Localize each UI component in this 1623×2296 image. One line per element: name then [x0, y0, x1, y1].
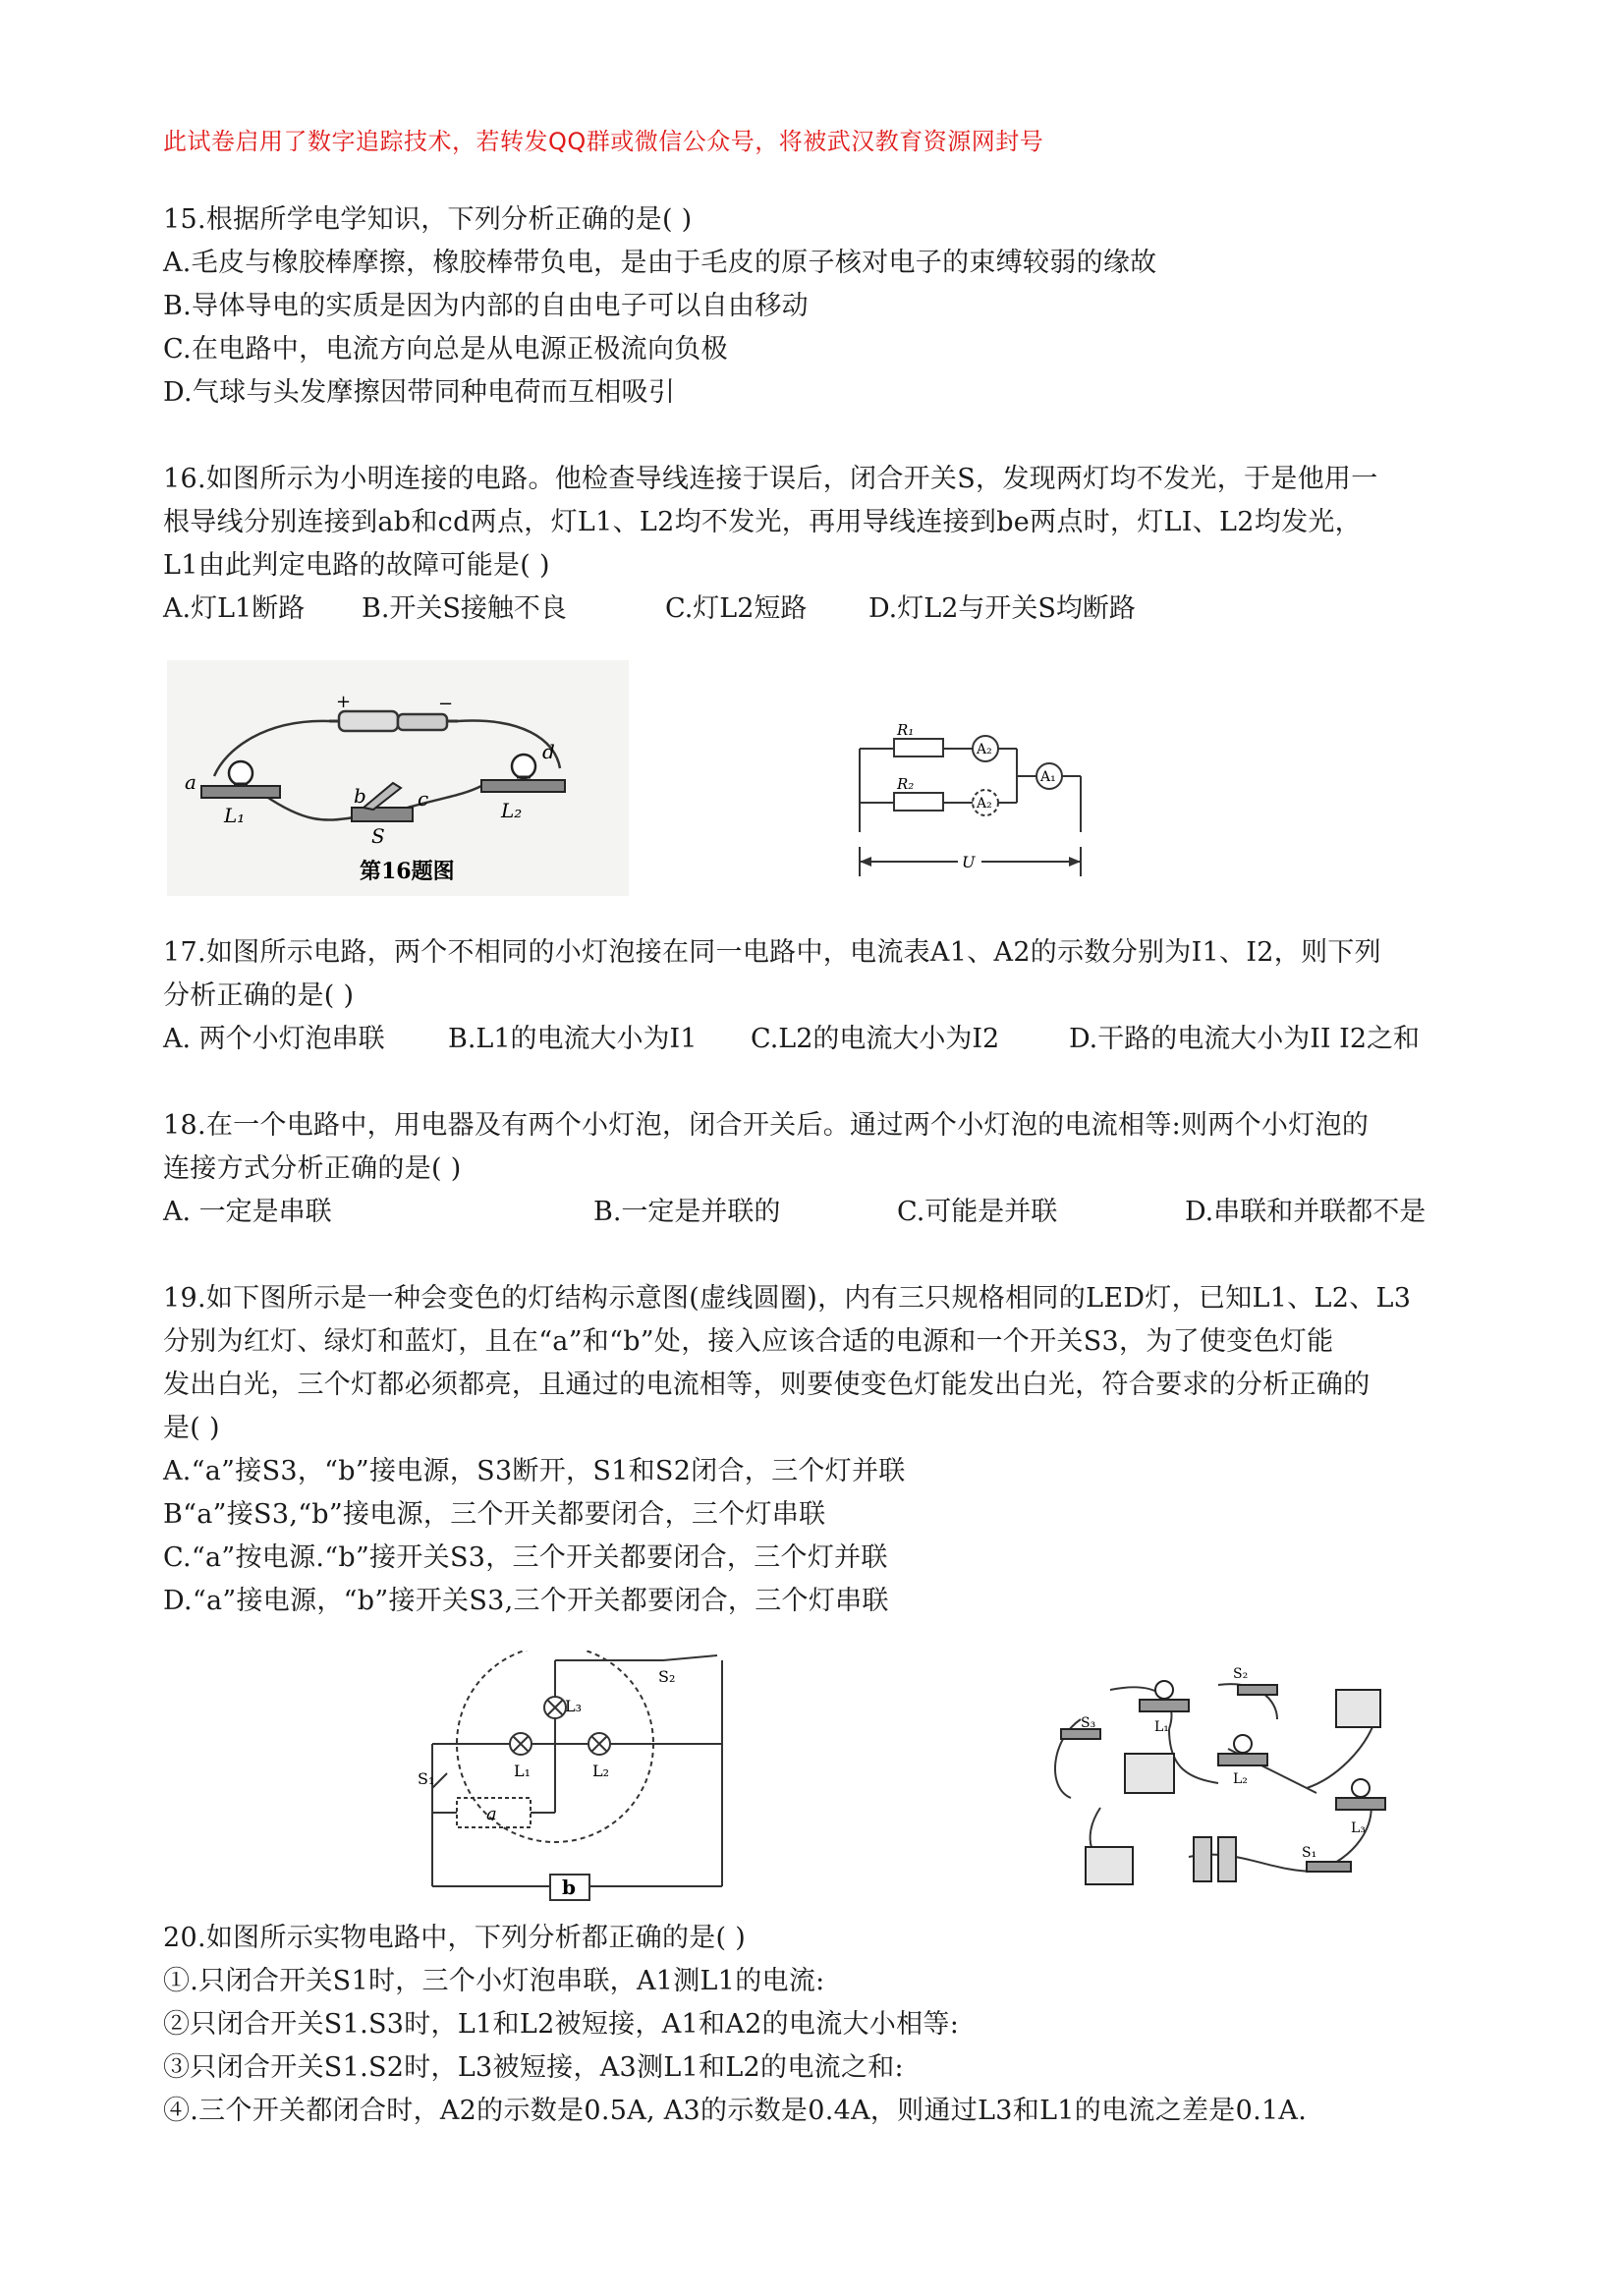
switch-s2-icon: [1238, 1685, 1277, 1695]
switch-s1-icon: [1307, 1862, 1351, 1872]
question-17-stem-line-2: 分析正确的是( ): [163, 980, 355, 1011]
point-b-label: b: [562, 1876, 576, 1899]
question-20-item-2: ②只闭合开关S1.S3时，L1和L2被短接，A1和A2的电流大小相等:: [163, 2009, 960, 2040]
question-16-stem-line-3: L1由此判定电路的故障可能是( ): [163, 550, 550, 581]
question-19-option-b: B“a”接S3,“b”接电源，三个开关都要闭合，三个灯串联: [163, 1499, 826, 1530]
point-d-label: d: [542, 740, 555, 763]
question-18-option-d: D.串联和并联都不是: [1185, 1197, 1427, 1227]
ammeter-icon: [1125, 1754, 1174, 1793]
question-16-option-b: B.开关S接触不良: [362, 593, 567, 624]
ammeter-a2-dashed-label: A₂: [977, 796, 992, 812]
point-a-label: a: [185, 770, 196, 794]
question-18-option-b: B.一定是并联的: [593, 1197, 781, 1227]
battery-plus-label: +: [336, 692, 352, 712]
r2-label: R₂: [897, 775, 915, 793]
switch-s1-label: S₁: [418, 1769, 435, 1788]
l1-label: L₁: [1154, 1719, 1169, 1735]
question-17-stem-line-1: 17.如图所示电路，两个不相同的小灯泡接在同一电路中，电流表A1、A2的示数分别为I1、I2，则下列: [163, 937, 1381, 968]
figure-20-physical-circuit: [1041, 1660, 1410, 1911]
ammeter-a2-label: A₂: [977, 742, 992, 757]
s1-label: S₁: [1302, 1845, 1317, 1861]
point-c-label: c: [418, 787, 429, 811]
watermark-notice: 此试卷启用了数字追踪技术，若转发QQ群或微信公众号，将被武汉教育资源网封号: [163, 128, 1044, 155]
lamp-l2-icon: [1218, 1735, 1267, 1765]
voltage-u-label: U: [962, 853, 976, 871]
question-20-stem: 20.如图所示实物电路中，下列分析都正确的是( ): [163, 1923, 747, 1953]
question-20-item-4: ④.三个开关都闭合时，A2的示数是0.5A, A3的示数是0.4A，则通过L3和L1的电流之差是0.1A.: [163, 2096, 1308, 2126]
question-17-option-b: B.L1的电流大小为I1: [448, 1024, 698, 1054]
l1-label: L₁: [224, 804, 246, 827]
l1-label: L₁: [514, 1762, 532, 1780]
question-20-item-3: ③只闭合开关S1.S2时，L3被短接，A3测L1和L2的电流之和:: [163, 2052, 904, 2083]
question-18-stem-line-1: 18.在一个电路中，用电器及有两个小灯泡，闭合开关后。通过两个小灯泡的电流相等:则两个小灯泡的: [163, 1110, 1370, 1141]
ammeter-icon: [1336, 1690, 1380, 1727]
question-16-option-a: A.灯L1断路: [163, 593, 306, 624]
question-15-option-b: B.导体导电的实质是因为内部的自由电子可以自由移动: [163, 291, 809, 321]
switch-s2-label: S₂: [658, 1667, 676, 1686]
switch-s-label: S: [371, 824, 385, 848]
l3-label: L₃: [565, 1697, 583, 1715]
question-18-stem-line-2: 连接方式分析正确的是( ): [163, 1153, 462, 1184]
question-19-option-d: D.“a”接电源，“b”接开关S3,三个开关都要闭合，三个灯串联: [163, 1586, 889, 1616]
s3-label: S₃: [1081, 1715, 1096, 1731]
figure-16-circuit-photo: [167, 660, 629, 896]
question-19-option-c: C.“a”按电源.“b”接开关S3，三个开关都要闭合，三个灯并联: [163, 1542, 888, 1573]
question-19-option-a: A.“a”接S3，“b”接电源，S3断开，S1和S2闭合，三个灯并联: [163, 1456, 906, 1486]
question-19-stem-line-1: 19.如下图所示是一种会变色的灯结构示意图(虚线圆圈)，内有三只规格相同的LED灯，已知L1、L2、L3: [163, 1283, 1412, 1314]
l2-label: L₂: [501, 799, 523, 822]
question-17-option-c: C.L2的电流大小为I2: [751, 1024, 1000, 1054]
battery-icon: [1194, 1837, 1236, 1881]
question-15-stem: 15.根据所学电学知识，下列分析正确的是( ): [163, 204, 693, 235]
question-16-stem-line-1: 16.如图所示为小明连接的电路。他检查导线连接于误后，闭合开关S，发现两灯均不发光，于是他用一: [163, 464, 1378, 494]
question-17-option-d: D.干路的电流大小为II I2之和: [1069, 1024, 1421, 1054]
question-17-option-a: A. 两个小灯泡串联: [163, 1024, 385, 1054]
lamp-l1-icon: [1140, 1681, 1189, 1711]
question-16-option-d: D.灯L2与开关S均断路: [868, 593, 1136, 624]
point-a-label: a: [486, 1804, 497, 1824]
question-15-option-a: A.毛皮与橡胶棒摩擦，橡胶棒带负电，是由于毛皮的原子核对电子的束缚较弱的缘故: [163, 248, 1157, 278]
question-19-stem-line-4: 是( ): [163, 1413, 220, 1443]
s2-label: S₂: [1233, 1666, 1249, 1682]
question-18-option-a: A. 一定是串联: [163, 1197, 332, 1227]
battery-icon: [329, 711, 458, 731]
question-15-option-d: D.气球与头发摩擦因带同种电荷而互相吸引: [163, 377, 676, 408]
question-16-stem-line-2: 根导线分别连接到ab和cd两点，灯L1、L2均不发光，再用导线连接到be两点时，灯LI、L2均发光，: [163, 507, 1362, 537]
figure-19-lamp-schematic: [418, 1651, 742, 1906]
question-18-option-c: C.可能是并联: [897, 1197, 1058, 1227]
r1-label: R₁: [897, 721, 915, 739]
ammeter-a1-label: A₁: [1040, 769, 1056, 785]
question-15-option-c: C.在电路中，电流方向总是从电源正极流向负极: [163, 334, 728, 364]
l2-label: L₂: [1233, 1771, 1248, 1787]
question-19-stem-line-3: 发出白光，三个灯都必须都亮，且通过的电流相等，则要使变色灯能发出白光，符合要求的分析正确的: [163, 1370, 1371, 1400]
figure-16-caption: 第16题图: [360, 859, 455, 884]
question-20-item-1: ①.只闭合开关S1时，三个小灯泡串联，A1测L1的电流:: [163, 1966, 825, 1996]
lamp-l3-icon: [1336, 1779, 1385, 1810]
l2-label: L₂: [592, 1762, 610, 1780]
point-b-label: b: [354, 784, 366, 808]
l3-label: L₃: [1351, 1820, 1366, 1836]
battery-minus-label: −: [438, 694, 454, 714]
ammeter-icon: [1086, 1847, 1133, 1884]
question-19-stem-line-2: 分别为红灯、绿灯和蓝灯，且在“a”和“b”处，接入应该合适的电源和一个开关S3，为了使变色灯能: [163, 1326, 1334, 1357]
figure-17-circuit-diagram: [830, 709, 1105, 896]
question-16-option-c: C.灯L2短路: [665, 593, 808, 624]
